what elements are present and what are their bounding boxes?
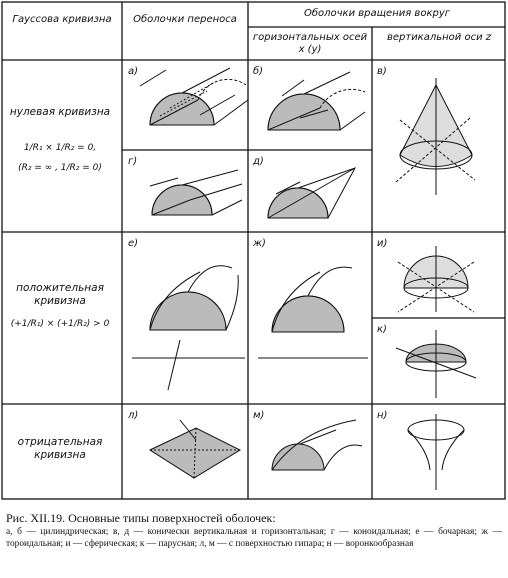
panel-letter-b: б) (253, 66, 264, 77)
row-negative-label: отрицательная кривизна (17, 436, 103, 461)
sketch-zh (258, 267, 368, 358)
header-gauss: Гауссова кривизна (12, 14, 112, 25)
row-zero-formula-1: 1/R₁ × 1/R₂ = 0, (23, 143, 97, 153)
panel-letter-zh: ж) (253, 238, 266, 249)
sketch-m (272, 420, 362, 470)
header-translation: Оболочки переноса (133, 14, 237, 25)
sketch-l (150, 420, 240, 478)
sketch-b (268, 72, 365, 130)
row-zero-formula-2: (R₂ = ∞ , 1/R₂ = 0) (18, 163, 102, 173)
panel-letter-k: к) (377, 324, 387, 335)
panel-letter-m: м) (253, 410, 265, 421)
caption-title: Рис. XII.19. Основные типы поверхностей оболочек: (6, 511, 276, 525)
panel-letter-l: л) (128, 410, 139, 421)
caption-text: а, б — цилиндрическая; в, д — конически вертикальная и горизонтальная; г — коноидальная; е — бочарная; ж — тороидальная; и — сферическая; к — парусная; л, м — с поверхностью гипара; н — воронкообразная (6, 527, 502, 549)
sketch-g (150, 170, 242, 215)
panel-letter-e: е) (128, 238, 139, 249)
row-zero-label: нулевая кривизна (9, 106, 111, 118)
header-horizontal: горизонтальных осей x (y) (252, 32, 368, 55)
panel-letter-i: и) (377, 238, 388, 249)
panel-letter-n: н) (377, 410, 388, 421)
sketch-d (268, 168, 355, 218)
sketch-v (396, 78, 475, 195)
sketch-a (140, 68, 248, 125)
figure-caption (6, 511, 502, 550)
sketch-i (398, 246, 474, 312)
header-vertical: вертикальной оси z (386, 32, 492, 43)
row-positive-label: положительная кривизна (16, 282, 104, 307)
sketch-n (408, 414, 464, 490)
panel-letter-v: в) (377, 66, 387, 77)
panel-letter-a: а) (128, 66, 139, 77)
panel-letter-d: д) (253, 156, 264, 167)
sketch-e (132, 266, 245, 390)
panel-letter-g: г) (128, 156, 138, 167)
sketch-k (396, 330, 476, 398)
header-rotation: Оболочки вращения вокруг (303, 8, 451, 19)
row-positive-formula: (+1/R₁) × (+1/R₂) > 0 (10, 319, 110, 329)
